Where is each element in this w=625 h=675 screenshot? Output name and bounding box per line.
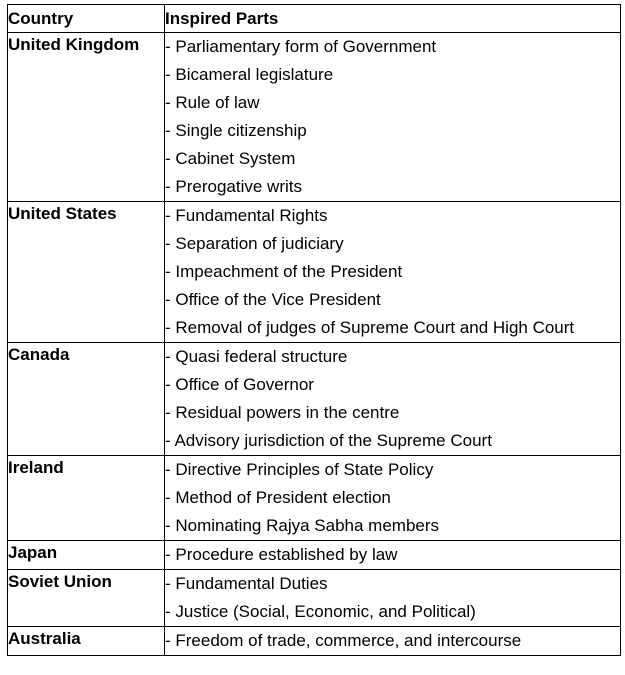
- parts-cell: [165, 33, 621, 202]
- country-cell: Australia: [8, 627, 165, 656]
- table-row: [8, 343, 621, 456]
- list-item: - Nominating Rajya Sabha members: [165, 516, 440, 535]
- parts-cell: [165, 627, 621, 656]
- country-cell: Ireland: [8, 456, 165, 541]
- list-item: - Removal of judges of Supreme Court and High Court: [165, 318, 575, 337]
- table-row: [8, 33, 621, 202]
- table-header: [8, 5, 621, 33]
- list-item: - Rule of law: [165, 93, 260, 112]
- list-item: - Prerogative writs: [165, 177, 302, 196]
- country-cell: Japan: [8, 541, 165, 570]
- inspired-parts-column-header: Inspired Parts: [165, 5, 621, 33]
- list-item: - Quasi federal structure: [165, 347, 348, 366]
- list-item: - Justice (Social, Economic, and Political): [165, 602, 476, 621]
- parts-cell: [165, 570, 621, 627]
- parts-cell: [165, 541, 621, 570]
- parts-cell: [165, 456, 621, 541]
- country-cell: United Kingdom: [8, 33, 165, 202]
- list-item: - Bicameral legislature: [165, 65, 334, 84]
- header-row: [8, 5, 621, 33]
- list-item: - Procedure established by law: [165, 545, 398, 564]
- list-item: - Office of Governor: [165, 375, 314, 394]
- list-item: - Single citizenship: [165, 121, 307, 140]
- list-item: - Cabinet System: [165, 149, 296, 168]
- inspired-parts-table: [7, 4, 621, 656]
- list-item: - Parliamentary form of Government: [165, 37, 437, 56]
- list-item: - Separation of judiciary: [165, 234, 344, 253]
- list-item: - Fundamental Duties: [165, 574, 328, 593]
- table-row: [8, 541, 621, 570]
- table-row: [8, 570, 621, 627]
- parts-cell: [165, 202, 621, 343]
- list-item: - Impeachment of the President: [165, 262, 403, 281]
- country-column-header: Country: [8, 5, 165, 33]
- country-cell: United States: [8, 202, 165, 343]
- country-cell: Soviet Union: [8, 570, 165, 627]
- country-cell: Canada: [8, 343, 165, 456]
- table-body: [8, 33, 621, 656]
- list-item: - Residual powers in the centre: [165, 403, 400, 422]
- list-item: - Advisory jurisdiction of the Supreme Court: [165, 431, 492, 450]
- parts-cell: [165, 343, 621, 456]
- list-item: - Freedom of trade, commerce, and intercourse: [165, 631, 522, 650]
- table-row: [8, 202, 621, 343]
- list-item: - Method of President election: [165, 488, 391, 507]
- list-item: - Fundamental Rights: [165, 206, 328, 225]
- table-row: [8, 627, 621, 656]
- list-item: - Directive Principles of State Policy: [165, 460, 434, 479]
- list-item: - Office of the Vice President: [165, 290, 381, 309]
- table-row: [8, 456, 621, 541]
